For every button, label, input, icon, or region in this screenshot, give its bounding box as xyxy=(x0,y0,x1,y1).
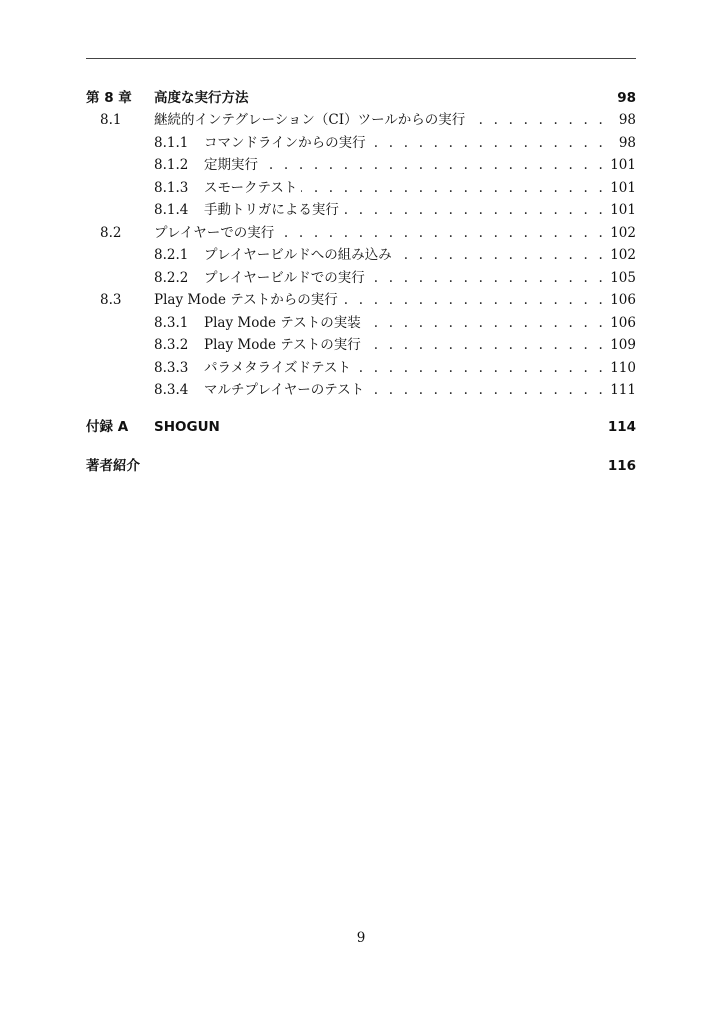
subsection-title: 定期実行 xyxy=(204,157,258,173)
spacer xyxy=(86,402,636,416)
author-intro-label: 著者紹介 xyxy=(86,457,140,474)
subsection-page: 111 xyxy=(610,382,636,398)
dot-leader xyxy=(365,334,606,357)
toc-subsection-row[interactable] xyxy=(86,267,636,290)
section-page: 98 xyxy=(618,112,636,128)
subsection-number: 8.1.2 xyxy=(154,157,189,173)
section-number: 8.2 xyxy=(100,224,122,241)
subsection-page: 106 xyxy=(610,314,636,331)
author-intro-page: 116 xyxy=(607,457,636,474)
subsection-number: 8.1.3 xyxy=(154,179,189,196)
toc-subsection-row[interactable] xyxy=(86,244,636,267)
appendix-page: 114 xyxy=(607,418,636,435)
dot-leader xyxy=(224,416,606,438)
toc-author-row[interactable] xyxy=(86,455,636,477)
chapter-page: 98 xyxy=(617,90,636,106)
header-rule xyxy=(86,58,636,59)
spacer xyxy=(86,438,636,455)
dot-leader xyxy=(370,132,606,155)
toc-section-row[interactable] xyxy=(86,109,636,132)
subsection-title: 手動トリガによる実行 xyxy=(204,202,339,218)
section-number: 8.3 xyxy=(100,292,122,308)
dot-leader xyxy=(469,109,606,132)
toc-subsection-row[interactable] xyxy=(86,357,636,380)
chapter-number: 第 8 章 xyxy=(86,90,132,106)
subsection-title: プレイヤービルドでの実行 xyxy=(204,269,365,286)
subsection-number: 8.3.2 xyxy=(154,337,189,353)
toc-section-row[interactable] xyxy=(86,289,636,312)
subsection-title: Play Mode テストの実装 xyxy=(204,314,361,331)
toc-subsection-row[interactable] xyxy=(86,312,636,335)
section-title: 継続的インテグレーション（CI）ツールからの実行 xyxy=(154,112,466,128)
section-page: 106 xyxy=(610,292,636,308)
subsection-page: 101 xyxy=(610,157,636,173)
section-title: Play Mode テストからの実行 xyxy=(154,292,338,308)
subsection-number: 8.3.1 xyxy=(154,314,189,331)
subsection-number: 8.1.4 xyxy=(154,202,189,218)
dot-leader xyxy=(262,154,606,177)
chapter-title: 高度な実行方法 xyxy=(154,90,249,106)
dot-leader xyxy=(342,289,606,312)
toc-subsection-row[interactable] xyxy=(86,154,636,177)
subsection-title: Play Mode テストの実行 xyxy=(204,337,361,353)
subsection-page: 98 xyxy=(618,134,636,151)
subsection-title: マルチプレイヤーのテスト xyxy=(204,382,365,398)
subsection-title: プレイヤービルドへの組み込み xyxy=(204,247,392,263)
dot-leader xyxy=(369,267,606,290)
subsection-page: 101 xyxy=(610,179,636,196)
subsection-title: スモークテスト xyxy=(204,179,298,196)
dot-leader xyxy=(301,177,606,200)
subsection-title: コマンドラインからの実行 xyxy=(204,134,366,151)
section-page: 102 xyxy=(610,224,636,241)
toc-appendix-row[interactable] xyxy=(86,416,636,438)
dot-leader xyxy=(355,357,606,380)
toc-section-row[interactable] xyxy=(86,222,636,245)
dot-leader xyxy=(253,87,607,109)
subsection-page: 101 xyxy=(610,202,636,218)
subsection-number: 8.3.4 xyxy=(154,382,189,398)
dot-leader xyxy=(158,455,606,477)
section-number: 8.1 xyxy=(100,112,122,128)
subsection-number: 8.1.1 xyxy=(154,134,189,151)
subsection-title: パラメタライズドテスト xyxy=(204,359,352,376)
toc-subsection-row[interactable] xyxy=(86,379,636,402)
subsection-page: 109 xyxy=(610,337,636,353)
table-of-contents xyxy=(86,87,636,477)
subsection-page: 102 xyxy=(610,247,636,263)
subsection-page: 110 xyxy=(610,359,636,376)
dot-leader xyxy=(343,199,606,222)
page-number: 9 xyxy=(356,930,366,946)
appendix-number: 付録 A xyxy=(86,418,129,435)
subsection-number: 8.2.2 xyxy=(154,269,189,286)
subsection-page: 105 xyxy=(610,269,636,286)
toc-subsection-row[interactable] xyxy=(86,132,636,155)
subsection-number: 8.2.1 xyxy=(154,247,189,263)
section-title: プレイヤーでの実行 xyxy=(154,224,275,241)
dot-leader xyxy=(396,244,606,267)
toc-subsection-row[interactable] xyxy=(86,177,636,200)
dot-leader xyxy=(365,312,606,335)
appendix-title: SHOGUN xyxy=(154,418,220,435)
dot-leader xyxy=(368,379,606,402)
toc-subsection-row[interactable] xyxy=(86,334,636,357)
toc-subsection-row[interactable] xyxy=(86,199,636,222)
subsection-number: 8.3.3 xyxy=(154,359,189,376)
toc-chapter-row[interactable] xyxy=(86,87,636,109)
dot-leader xyxy=(278,222,606,245)
